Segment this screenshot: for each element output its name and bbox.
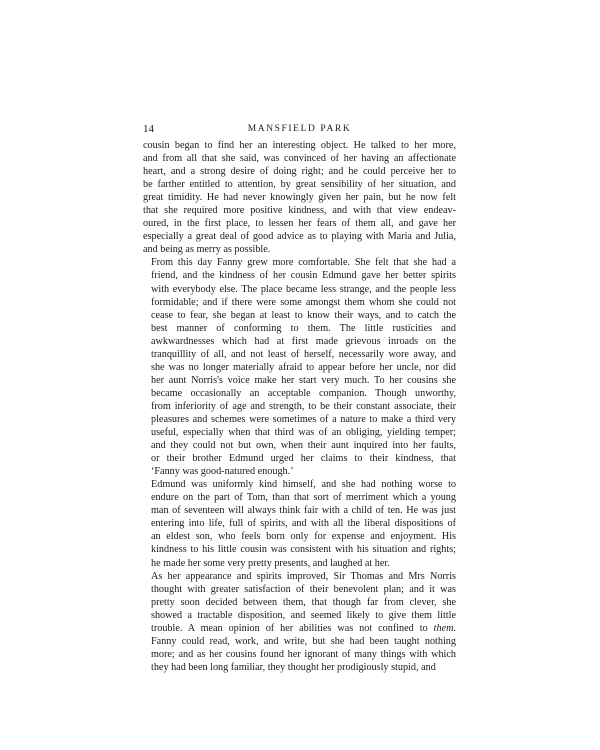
paragraph bbox=[143, 478, 456, 569]
text-line: Edmund was uniformly kind himself, and she had nothing worse to bbox=[151, 479, 456, 491]
text-line: cease to fear, she began at least to know their ways, and to catch the bbox=[151, 309, 456, 321]
text-line: From this day Fanny grew more comfortable. She felt that she had a bbox=[151, 257, 456, 269]
text-line: tranquillity of all, and not least of herself, necessarily wore away, and bbox=[151, 348, 456, 360]
text-line: man of seventeen will always think fair with a child of ten. He was just bbox=[151, 505, 456, 517]
text-line: endure on the part of Tom, than that sort of merriment which a young bbox=[151, 492, 456, 504]
text-line: pretty soon decided between them, that though far from clever, she bbox=[151, 596, 456, 608]
text-line: and they could not but own, when their aunt inquired into her faults, bbox=[151, 440, 456, 452]
text-line: thought with greater satisfaction of their benevolent plan; and it was bbox=[151, 583, 456, 595]
text-line: oured, in the first place, to lessen her fears of them all, and gave her bbox=[143, 218, 456, 230]
text-line: heart, and a strong desire of doing right; and he could perceive her to bbox=[143, 166, 456, 178]
text-line: kindness to his little cousin was consistent with his situation and rights; bbox=[151, 544, 456, 556]
text-line: cousin began to find her an interesting object. He talked to her more, bbox=[143, 140, 456, 151]
text-line: from inferiority of age and strength, to be their constant associate, their bbox=[151, 400, 456, 412]
text-line: that she required more positive kindness, and with that view endeav- bbox=[143, 205, 456, 217]
text-line: showed a tractable disposition, and seemed likely to give them little bbox=[151, 609, 456, 621]
text-line: great timidity. He had never knowingly given her pain, but he now felt bbox=[143, 192, 456, 204]
text-line: and from all that she said, was convinced of her having an affectionate bbox=[143, 153, 456, 165]
text-line: or their brother Edmund urged her claims to their kindness, that bbox=[151, 453, 456, 465]
text-line: Fanny could read, work, and write, but she had been taught nothing bbox=[151, 635, 456, 647]
text-line: entering into life, full of spirits, and with all the liberal dispositions of bbox=[151, 518, 456, 530]
text-line: he made her some very pretty presents, and laughed at her. bbox=[151, 557, 390, 569]
text-line: her aunt Norris's voice make her start very much. To her cousins she bbox=[151, 374, 456, 386]
text-line: pleasures and schemes were sometimes of a nature to make a third very bbox=[151, 413, 456, 425]
page-number: 14 bbox=[143, 123, 154, 135]
text-line: best manner of conforming to them. The little rusticities and bbox=[151, 322, 456, 334]
text-line: friend, and the kindness of her cousin Edmund gave her better spirits bbox=[151, 270, 456, 282]
paragraph bbox=[143, 139, 456, 256]
text-line: formidable; and if there were some amongst them whom she could not bbox=[151, 296, 456, 308]
paragraph bbox=[143, 256, 456, 478]
running-title: MANSFIELD PARK bbox=[247, 124, 352, 134]
text-line: they had been long familiar, they thought her prodigiously stupid, and bbox=[151, 661, 436, 673]
text-line: an eldest son, who feels born only for expense and enjoyment. His bbox=[151, 531, 456, 543]
text-body bbox=[143, 139, 456, 674]
book-page bbox=[143, 121, 456, 674]
text-line: trouble. A mean opinion of her abilities was not confined to them. bbox=[151, 622, 456, 634]
text-line: and being as merry as possible. bbox=[143, 244, 271, 256]
text-line: with everybody else. The place became less strange, and the people less bbox=[151, 283, 456, 295]
text-line: be farther entitled to attention, by great sensibility of her situation, and bbox=[143, 179, 456, 191]
running-head bbox=[143, 121, 456, 137]
text-line: she was no longer materially afraid to appear before her uncle, nor did bbox=[151, 361, 456, 373]
emphasis: them. bbox=[433, 622, 456, 634]
text-line: awkwardnesses which had at first made grievous inroads on the bbox=[151, 335, 456, 347]
paragraph bbox=[143, 570, 456, 674]
text-line: more; and as her cousins found her ignorant of many things with which bbox=[151, 648, 456, 660]
text-line: As her appearance and spirits improved, Sir Thomas and Mrs Norris bbox=[151, 570, 456, 582]
text-line: especially a great deal of good advice as to playing with Maria and Julia, bbox=[143, 231, 456, 243]
text-line: became occasionally an acceptable companion. Though unworthy, bbox=[151, 387, 456, 399]
text-line: ‘Fanny was good-natured enough.’ bbox=[151, 466, 294, 478]
text-line: useful, especially when that third was of an obliging, yielding temper; bbox=[151, 427, 456, 439]
